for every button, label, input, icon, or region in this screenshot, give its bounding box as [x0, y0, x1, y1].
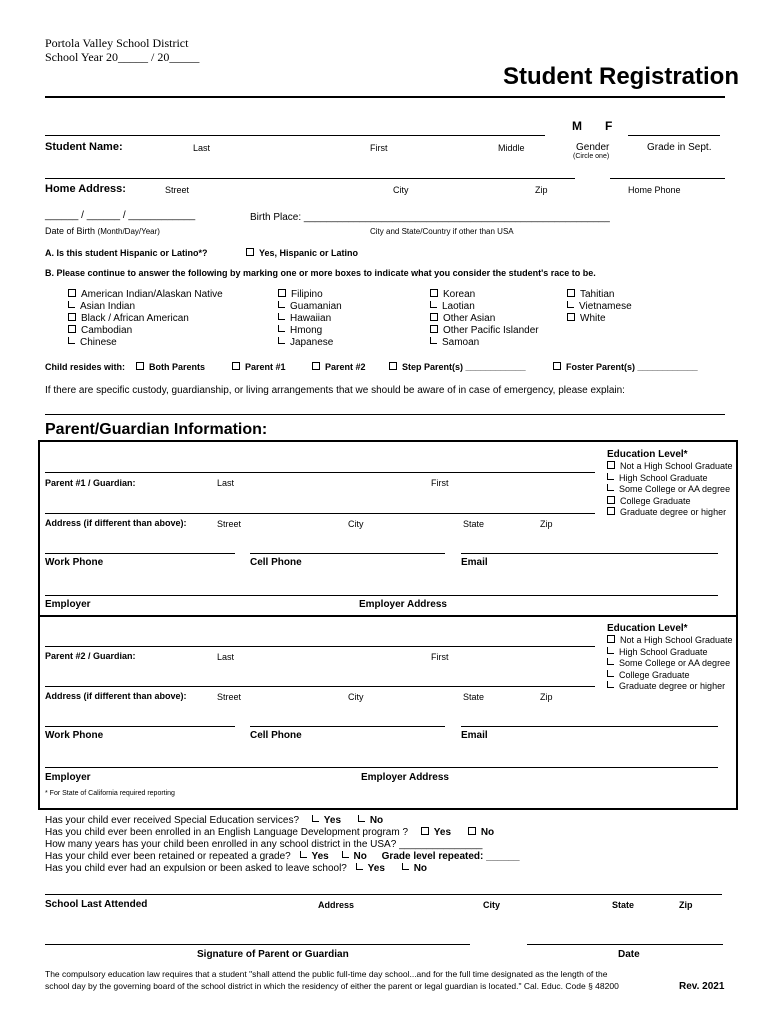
student-name-line[interactable] [45, 135, 545, 136]
race-option[interactable]: Hmong [278, 325, 342, 337]
parent2-street-label: Street [217, 692, 242, 702]
checkbox-icon[interactable] [312, 362, 320, 370]
custody-note: If there are specific custody, guardianship, or living arrangements that we should be aware of in case of emergency, please explain: [45, 385, 625, 396]
question-eld: Has you child ever been enrolled in an English Language Development program ? Yes No [45, 827, 495, 838]
race-option[interactable]: Asian Indian [68, 301, 223, 313]
parent-section-heading: Parent/Guardian Information: [45, 421, 268, 438]
race-option[interactable]: Filipino [278, 289, 342, 301]
race-column-3 [430, 289, 539, 349]
parent1-last-label: Last [217, 478, 235, 488]
parent2-work-phone-line[interactable] [45, 726, 235, 727]
parent1-cell-phone-line[interactable] [250, 553, 445, 554]
resides-parent-2[interactable]: Parent #2 [312, 362, 366, 372]
dob-label: Date of Birth (Month/Day/Year) [45, 226, 160, 236]
checkbox-icon[interactable] [607, 507, 615, 515]
checkbox-icon[interactable] [312, 815, 319, 822]
student-name-label: Student Name: [45, 141, 123, 153]
last-school-zip-label: Zip [679, 900, 693, 910]
resides-parent-1[interactable]: Parent #1 [232, 362, 286, 372]
retained-yes[interactable]: Yes [300, 851, 329, 862]
parent1-state-label: State [463, 519, 485, 529]
checkbox-icon[interactable] [567, 301, 574, 308]
hispanic-option[interactable]: Yes, Hispanic or Latino [246, 248, 358, 258]
checkbox-icon[interactable] [607, 473, 614, 480]
checkbox-icon[interactable] [430, 325, 438, 333]
last-school-label: School Last Attended [45, 899, 148, 910]
checkbox-icon[interactable] [421, 827, 429, 835]
checkbox-icon[interactable] [68, 325, 76, 333]
date-label: Date [618, 949, 640, 960]
last-school-address-label: Address [318, 900, 355, 910]
checkbox-icon[interactable] [607, 658, 614, 665]
parent-divider [38, 615, 738, 617]
parent2-city-label: City [348, 692, 364, 702]
resides-label: Child resides with: [45, 362, 126, 372]
parent1-street-label: Street [217, 519, 242, 529]
checkbox-icon[interactable] [430, 337, 437, 344]
checkbox-icon[interactable] [300, 851, 307, 858]
parent2-email-line[interactable] [461, 726, 718, 727]
edu-option[interactable]: Not a High School Graduate [607, 635, 733, 647]
parent2-cell-phone-label: Cell Phone [250, 730, 302, 741]
race-option[interactable]: Tahitian [567, 289, 632, 301]
eld-yes[interactable]: Yes [421, 827, 451, 838]
checkbox-icon[interactable] [567, 289, 575, 297]
grade-label: Grade in Sept. [647, 142, 712, 153]
race-option[interactable]: Chinese [68, 337, 223, 349]
resides-both-parents[interactable]: Both Parents [136, 362, 205, 372]
parent2-zip-label: Zip [540, 692, 553, 702]
home-phone-line[interactable] [610, 178, 725, 179]
question-retained: Has your child ever been retained or repeated a grade? Yes No Grade level repeated: ______ [45, 851, 520, 862]
resides-step-parent[interactable]: Step Parent(s) ____________ [389, 362, 526, 372]
page-title: Student Registration [503, 63, 740, 90]
parent2-address-label: Address (if different than above): [45, 691, 187, 701]
parent1-label: Parent #1 / Guardian: [45, 478, 136, 488]
signature-line[interactable] [45, 944, 470, 945]
district-name: Portola Valley School District [45, 36, 189, 50]
last-school-line[interactable] [45, 894, 722, 895]
grade-repeated-field[interactable]: Grade level repeated: ______ [381, 851, 520, 862]
checkbox-icon[interactable] [278, 301, 285, 308]
last-label: Last [193, 143, 211, 153]
parent1-work-phone-label: Work Phone [45, 557, 104, 568]
parent1-employer-line[interactable] [45, 595, 718, 596]
parent2-name-line[interactable] [45, 646, 595, 647]
parent2-work-phone-label: Work Phone [45, 730, 104, 741]
edu-option[interactable]: Not a High School Graduate [607, 461, 733, 473]
edu-option[interactable]: Graduate degree or higher [607, 507, 733, 519]
school-year: School Year 20_____ / 20_____ [45, 50, 200, 64]
parent1-cell-phone-label: Cell Phone [250, 557, 302, 568]
home-address-label: Home Address: [45, 183, 126, 195]
custody-line[interactable] [45, 414, 725, 415]
special-ed-no[interactable]: No [358, 815, 383, 826]
checkbox-icon[interactable] [567, 313, 575, 321]
checkbox-icon[interactable] [68, 313, 76, 321]
edu-title-2: Education Level* [607, 623, 688, 634]
edu-option[interactable]: Some College or AA degree [607, 484, 733, 496]
race-option[interactable]: Black / African American [68, 313, 223, 325]
checkbox-icon[interactable] [278, 325, 285, 332]
checkbox-icon[interactable] [68, 337, 75, 344]
checkbox-icon[interactable] [607, 461, 615, 469]
edu-option[interactable]: College Graduate [607, 670, 733, 682]
checkbox-icon[interactable] [553, 362, 561, 370]
date-line[interactable] [527, 944, 723, 945]
parent2-last-label: Last [217, 652, 235, 662]
expulsion-yes[interactable]: Yes [356, 863, 385, 874]
title-rule [45, 96, 725, 98]
race-option[interactable]: White [567, 313, 632, 325]
parent1-employer-address-label: Employer Address [359, 599, 447, 610]
parent2-label: Parent #2 / Guardian: [45, 651, 136, 661]
edu-option[interactable]: High School Graduate [607, 647, 733, 659]
question-a: A. Is this student Hispanic or Latino*? [45, 248, 208, 258]
edu-option[interactable]: High School Graduate [607, 473, 733, 485]
gender-f[interactable]: F [605, 119, 613, 133]
question-years-enrolled[interactable]: How many years has your child been enrolled in any school district in the USA? _______________ [45, 839, 483, 850]
city-label: City [393, 185, 409, 195]
checkbox-icon[interactable] [68, 289, 76, 297]
checkbox-icon[interactable] [136, 362, 144, 370]
parent1-address-line[interactable] [45, 513, 595, 514]
parent1-address-label: Address (if different than above): [45, 518, 187, 528]
checkbox-icon[interactable] [607, 635, 615, 643]
checkbox-icon[interactable] [358, 815, 365, 822]
signature-label: Signature of Parent or Guardian [197, 949, 349, 960]
circle-one-label: (Circle one) [573, 153, 610, 160]
expulsion-no[interactable]: No [402, 863, 427, 874]
first-label: First [370, 143, 388, 153]
checkbox-icon[interactable] [607, 670, 614, 677]
checkbox-icon[interactable] [278, 313, 285, 320]
special-ed-yes[interactable]: Yes [312, 815, 341, 826]
checkbox-icon[interactable] [278, 289, 286, 297]
race-option[interactable]: Guamanian [278, 301, 342, 313]
checkbox-icon[interactable] [356, 863, 363, 870]
checkbox-icon[interactable] [389, 362, 397, 370]
race-option[interactable]: Other Pacific Islander [430, 325, 539, 337]
law-text-line-1: The compulsory education law requires that a student "shall attend the public full-time day school...and for the full time designated as the length of the [45, 969, 608, 979]
edu-options-2 [607, 635, 733, 693]
race-column-2 [278, 289, 342, 349]
checkbox-icon[interactable] [430, 301, 437, 308]
checkbox-icon[interactable] [232, 362, 240, 370]
race-option[interactable]: Laotian [430, 301, 539, 313]
question-expulsion: Has you child ever had an expulsion or been asked to leave school? Yes No [45, 863, 428, 874]
checkbox-icon[interactable] [430, 313, 438, 321]
parent1-work-phone-line[interactable] [45, 553, 235, 554]
edu-option[interactable]: Graduate degree or higher [607, 681, 733, 693]
edu-title-1: Education Level* [607, 449, 688, 460]
parent2-employer-line[interactable] [45, 767, 718, 768]
checkbox-icon[interactable] [402, 863, 409, 870]
revision-label: Rev. 2021 [679, 981, 725, 992]
checkbox-icon[interactable] [468, 827, 476, 835]
race-option[interactable]: Cambodian [68, 325, 223, 337]
race-column-4 [567, 289, 632, 325]
law-text-line-2: school day by the governing board of the school district in which the residency of either the parent or legal guardian is located." Cal. Educ. Code § 48200 [45, 981, 619, 991]
checkbox-icon[interactable] [68, 301, 75, 308]
checkbox-icon[interactable] [607, 647, 614, 654]
birth-place-field[interactable]: Birth Place: _______________________________________________________ [250, 212, 610, 223]
gender-label: Gender [576, 142, 610, 153]
city-state-hint: City and State/Country if other than USA [370, 227, 514, 236]
checkbox-icon[interactable] [278, 337, 285, 344]
zip-label: Zip [535, 185, 548, 195]
race-option[interactable]: Other Asian [430, 313, 539, 325]
parent2-first-label: First [431, 652, 449, 662]
middle-label: Middle [498, 143, 525, 153]
parent2-address-line[interactable] [45, 686, 595, 687]
parent1-email-label: Email [461, 557, 488, 568]
retained-no[interactable]: No [342, 851, 367, 862]
question-b: B. Please continue to answer the following by marking one or more boxes to indicate what you consider the student's race to be. [45, 268, 596, 278]
footnote: * For State of California required reporting [45, 790, 175, 797]
parent2-state-label: State [463, 692, 485, 702]
resides-foster-parent[interactable]: Foster Parent(s) ____________ [553, 362, 698, 372]
home-address-line[interactable] [45, 178, 575, 179]
last-school-state-label: State [612, 900, 635, 910]
parent1-city-label: City [348, 519, 364, 529]
checkbox-icon[interactable] [607, 484, 614, 491]
parent1-first-label: First [431, 478, 449, 488]
grade-line[interactable] [628, 135, 720, 136]
edu-option[interactable]: Some College or AA degree [607, 658, 733, 670]
parent1-name-line[interactable] [45, 472, 595, 473]
last-school-city-label: City [483, 900, 501, 910]
parent2-email-label: Email [461, 730, 488, 741]
checkbox-icon[interactable] [607, 681, 614, 688]
checkbox-icon[interactable] [607, 496, 615, 504]
race-option[interactable]: Japanese [278, 337, 342, 349]
parent1-employer-label: Employer [45, 599, 91, 610]
eld-no[interactable]: No [468, 827, 494, 838]
home-phone-label: Home Phone [628, 185, 681, 195]
edu-options-1 [607, 461, 733, 519]
checkbox-icon[interactable] [342, 851, 349, 858]
race-option[interactable]: Hawaiian [278, 313, 342, 325]
checkbox-icon[interactable] [246, 248, 254, 256]
race-option[interactable]: Samoan [430, 337, 539, 349]
race-option[interactable]: Vietnamese [567, 301, 632, 313]
race-option[interactable]: Korean [430, 289, 539, 301]
parent2-employer-address-label: Employer Address [361, 772, 449, 783]
parent1-email-line[interactable] [461, 553, 718, 554]
race-option[interactable]: American Indian/Alaskan Native [68, 289, 223, 301]
race-column-1 [68, 289, 223, 349]
checkbox-icon[interactable] [430, 289, 438, 297]
parent2-cell-phone-line[interactable] [250, 726, 445, 727]
street-label: Street [165, 185, 190, 195]
parent2-employer-label: Employer [45, 772, 91, 783]
edu-option[interactable]: College Graduate [607, 496, 733, 508]
dob-field[interactable]: ______ / ______ / ____________ [45, 210, 196, 221]
question-special-ed: Has your child ever received Special Education services? Yes No [45, 815, 384, 826]
gender-m[interactable]: M [572, 119, 582, 133]
parent1-zip-label: Zip [540, 519, 553, 529]
